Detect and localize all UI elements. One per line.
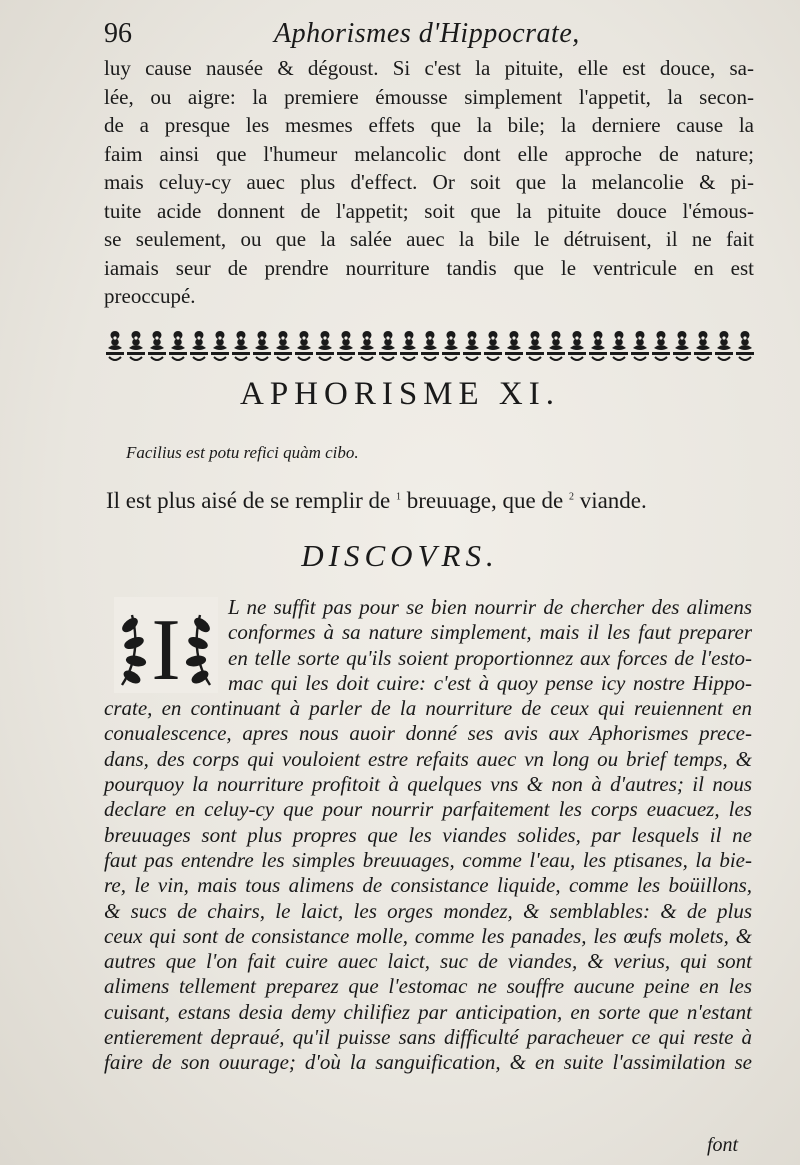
text-line: dans, des corps qui vouloient estre refaits auec vn long ou brief temps, &	[104, 746, 752, 771]
text-line: L ne suffit pas pour se bien nourrir de chercher des alimens	[228, 595, 752, 619]
text-line: & sucs de chairs, le laict, les orges mondez, & semblables: & de plus	[104, 898, 752, 923]
text-line: declare en celuy-cy que pour nourrir parfaitement les corps euacuez, les	[104, 797, 752, 822]
section-heading: DISCOVRS.	[301, 538, 499, 573]
translation-part: viande.	[573, 488, 647, 513]
continued-paragraph	[104, 54, 754, 311]
running-title: Aphorismes d'Hippocrate,	[274, 18, 580, 49]
text-line: luy cause nausée & dégoust. Si c'est la pituite, elle est douce, sa-	[104, 56, 754, 80]
text-line: autres que l'on fait cuire auec laict, suc de viandes, & verius, qui sont	[104, 949, 752, 974]
aphorism-title: APHORISME XI.	[239, 376, 561, 412]
text-line: se seulement, ou que la salée auec la bile le détruisent, il ne fait	[104, 227, 754, 251]
text-line: breuuages sont plus propres que les viandes solides, par lesquels il ne	[104, 822, 752, 847]
text-line: alimens tellement preparez que l'estomac ne souffre aucune peine en les	[104, 974, 752, 999]
text-line: mais celuy-cy auec plus d'effect. Or soit que la melancolie & pi-	[104, 170, 754, 194]
discourse-body	[104, 595, 752, 1076]
text-line: mac qui les doit cuire: c'est à quoy pense icy nostre Hippo-	[228, 670, 752, 695]
text-line: faim ainsi que l'humeur melancolic dont elle approche de nature;	[104, 141, 754, 166]
text-line: faut pas entendre les simples breuuages, comme l'eau, les ptisanes, la bie-	[104, 847, 752, 872]
note-marker: 2	[568, 491, 574, 503]
text-line: conualescence, apres nous auoir donné ses avis aux Aphorismes prece-	[104, 721, 752, 746]
text-line: conformes à sa nature simplement, mais il les faut preparer	[228, 620, 752, 645]
fleuron-border	[106, 328, 754, 364]
text-line: preoccupé.	[104, 284, 196, 308]
catchword: font	[707, 1134, 739, 1156]
text-line: iamais seur de prendre nourriture tandis que le ventricule en est	[104, 255, 754, 280]
translation-part: breuuage, que de	[400, 488, 569, 513]
text-line: ceux qui sont de consistance molle, comme les panades, les œufs molets, &	[104, 923, 752, 948]
text-line: entierement depraué, qu'il puisse sans difficulté paracheuer ce qui reste à	[104, 1025, 752, 1050]
text-line: lée, ou aigre: la premiere émousse simplement l'appetit, la secon-	[104, 84, 754, 109]
latin-text: Facilius est potu refici quàm cibo.	[126, 443, 359, 462]
dropcap-letter: I	[151, 602, 181, 695]
text-line: de a presque les mesmes effets que la bile; la derniere cause la	[104, 113, 754, 137]
text-line: en telle sorte qu'ils soient proportionnez aux forces de l'esto-	[228, 645, 752, 670]
text-line: crate, en continuant à parler de la nourriture de ceux qui reuiennent en	[104, 696, 752, 721]
note-marker: 1	[395, 491, 401, 503]
page-header	[104, 18, 764, 58]
text-line: re, le vin, mais tous alimens de consistance liquide, comme les boüillons,	[104, 873, 752, 898]
text-line: pourquoy la nourriture profitoit à quelques vns & non à d'autres; il nous	[104, 772, 752, 797]
page-number: 96	[104, 18, 132, 49]
text-line: faire de son ouurage; d'où la sanguification, & en suite l'assimilation se	[104, 1050, 752, 1075]
text-line: cuisant, estans desia demy chilifiez par anticipation, en sorte que n'estant	[104, 999, 752, 1024]
text-line: tuite acide donnent de l'appetit; soit que la pituite douce l'émous-	[104, 198, 754, 223]
translation-part: Il est plus aisé de se remplir de	[106, 488, 396, 513]
french-translation	[106, 488, 647, 514]
